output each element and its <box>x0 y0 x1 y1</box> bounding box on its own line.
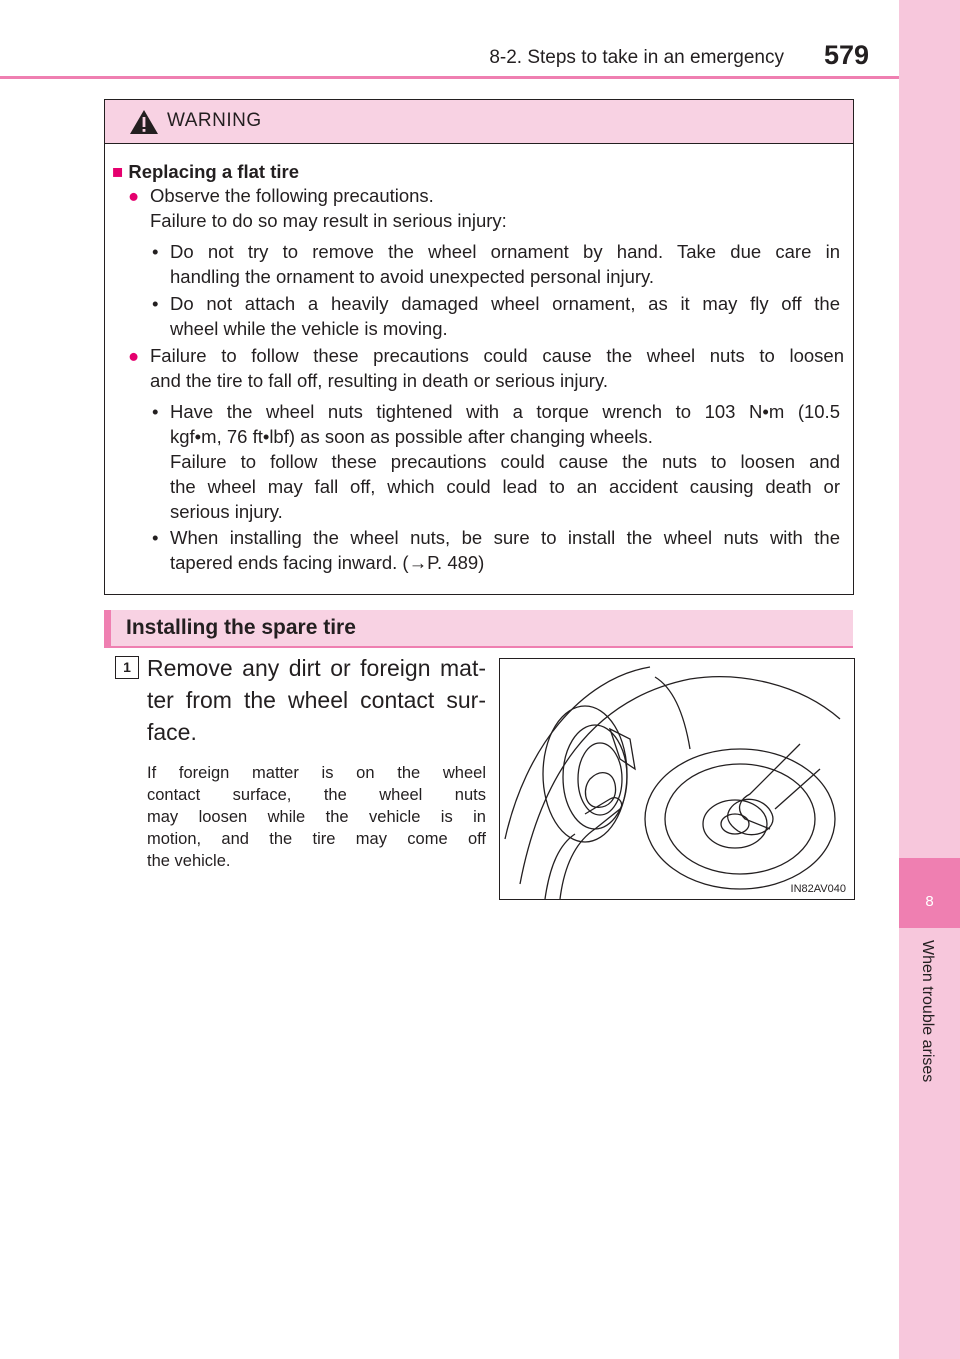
warning-text: Failure to follow these precautions could cause the wheel nuts to loosen <box>150 345 844 366</box>
chapter-side-tab <box>899 0 960 1359</box>
step-note: If foreign matter is on the wheel <box>147 764 486 782</box>
header-rule <box>0 76 899 79</box>
section-heading-bar <box>104 610 111 646</box>
warning-text: Do not attach a heavily damaged wheel ornament, as it may fly off the <box>170 293 840 314</box>
section-heading <box>104 610 853 648</box>
illustration-frame <box>499 658 855 900</box>
warning-text: wheel while the vehicle is moving. <box>170 318 448 339</box>
warning-text: Failure to do so may result in serious injury: <box>150 210 507 231</box>
warning-text: and the tire to fall off, resulting in death or serious injury. <box>150 370 608 391</box>
step-note: motion, and the tire may come off <box>147 830 486 848</box>
step-note: contact surface, the wheel nuts <box>147 786 486 804</box>
chapter-number: 8 <box>925 893 934 910</box>
warning-text: Failure to follow these precautions could cause the nuts to loosen and <box>170 451 840 472</box>
square-bullet-icon: ■ <box>112 161 124 182</box>
chapter-title-vertical <box>906 940 946 1140</box>
step-instruction: ter from the wheel contact sur- <box>147 687 486 713</box>
bullet-icon: ● <box>128 345 140 366</box>
step-note: may loosen while the vehicle is in <box>147 808 486 826</box>
warning-text: the wheel may fall off, which could lead to an accident causing death or <box>170 476 840 497</box>
warning-text: Have the wheel nuts tightened with a torque wrench to 103 N•m (10.5 <box>170 401 840 422</box>
warning-header <box>105 100 853 144</box>
warning-heading <box>112 160 299 184</box>
warning-heading-text: Replacing a flat tire <box>128 161 299 182</box>
warning-text: handling the ornament to avoid unexpected personal injury. <box>170 266 655 287</box>
warning-text: tapered ends facing inward. (→P. 489) <box>170 552 485 573</box>
page-number: 579 <box>824 40 870 70</box>
chapter-title-text: When trouble arises <box>919 940 936 1083</box>
warning-text: serious injury. <box>170 501 283 522</box>
sub-bullet: • <box>152 293 159 314</box>
step-instruction: Remove any dirt or foreign mat- <box>147 655 486 681</box>
step-note: the vehicle. <box>147 852 231 870</box>
sub-bullet: • <box>152 401 159 422</box>
sub-bullet: • <box>152 527 159 548</box>
warning-text: Observe the following precautions. <box>150 185 434 206</box>
wheel-cleaning-illustration <box>500 659 854 899</box>
header-section-title: 8-2. Steps to take in an emergency <box>489 47 784 68</box>
warning-title: WARNING <box>167 110 262 131</box>
warning-text: kgf•m, 76 ft•lbf) as soon as possible after changing wheels. <box>170 426 653 447</box>
warning-text: When installing the wheel nuts, be sure to install the wheel nuts with the <box>170 527 840 548</box>
step-number-box: 1 <box>115 656 139 679</box>
illustration-code: IN82AV040 <box>790 883 846 895</box>
warning-triangle-icon <box>129 109 159 135</box>
section-heading-label: Installing the spare tire <box>126 616 356 639</box>
step-instruction: face. <box>147 719 197 745</box>
sub-bullet: • <box>152 241 159 262</box>
bullet-icon: ● <box>128 185 140 206</box>
warning-text: Do not try to remove the wheel ornament by hand. Take due care in <box>170 241 840 262</box>
